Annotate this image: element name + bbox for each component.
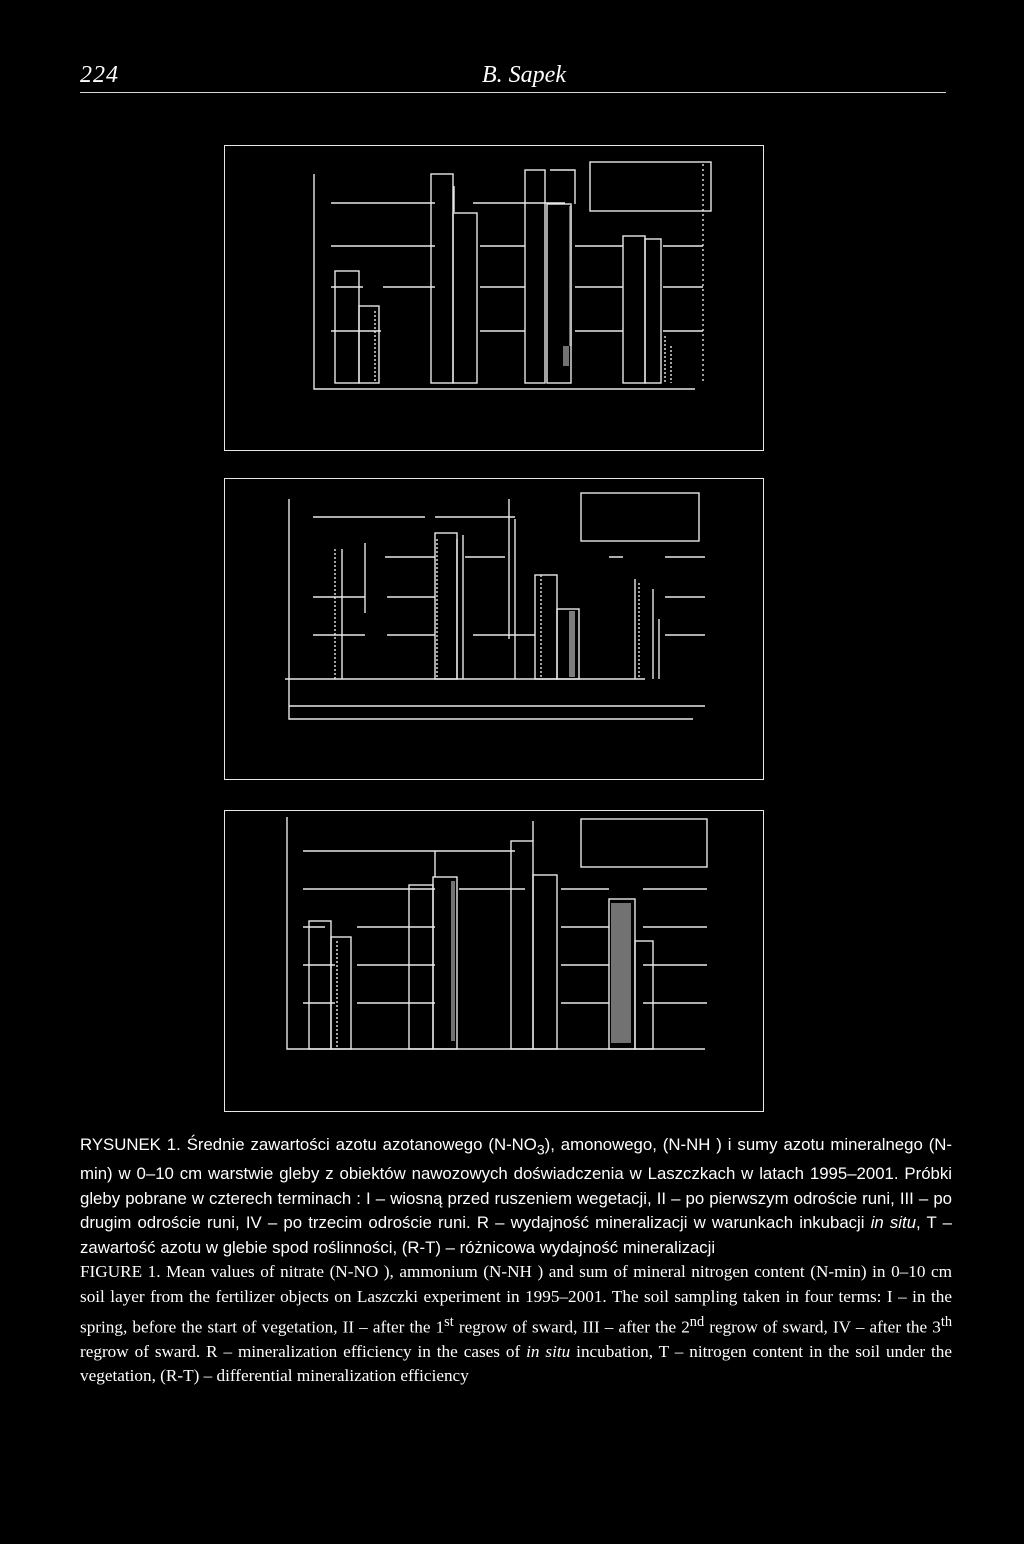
caption-en-text-2: regrow of sward, III – after the 2 (453, 1317, 690, 1337)
page-number: 224 (80, 62, 119, 88)
caption-pl-text-3: , T – zawartość azotu w glebie spod roślinności, (R-T) – różnicowa wydajność mineralizacji (80, 1213, 952, 1257)
panel-3-graphic (225, 811, 765, 1113)
caption-en-label: FIGURE 1. (80, 1262, 161, 1282)
caption-english (80, 1260, 952, 1389)
caption-polish (80, 1133, 952, 1260)
caption-pl-text-1: Średnie zawartości azotu azotanowego (N-NO (186, 1135, 537, 1154)
caption-en-text-4: regrow of sward. R – mineralization efficiency in the cases of (80, 1341, 527, 1361)
caption-en-text-3: regrow of sward, IV – after the 3 (704, 1317, 941, 1337)
page-header (80, 58, 946, 93)
caption-pl-text-2: ), amonowego, (N-NH ) i sumy azotu mineralnego (N-min) w 0–10 cm warstwie gleby z obiektów nawozowych doświadczenia w Laszczkach w latach 1995–2001. Próbki gleby pobrane w czterech terminach : I – wiosną przed ruszeniem wegetacji, II – po pierwszym odroście runi, III – po drugim odroście runi, IV – po trzecim odroście runi. R – wydajność mineralizacji w warunkach inkubacji (80, 1135, 952, 1233)
panel-1-graphic (225, 146, 765, 452)
figure-panel-2 (224, 478, 764, 780)
caption-pl-label: RYSUNEK 1. (80, 1135, 181, 1154)
caption-en-text-1: Mean values of nitrate (N-NO ), ammonium (N-NH ) and sum of mineral nitrogen content (N-min) in 0–10 cm soil layer from the fertilizer objects on Laszczki experiment in 1995–2001. The soil sampling taken in four terms: I – in the spring, before the start of vegetation, II – after the 1 (80, 1262, 953, 1337)
figure-panel-3 (224, 810, 764, 1112)
caption-en-insitu: in situ (526, 1341, 571, 1361)
figure-panel-1 (224, 145, 764, 451)
caption-en-sup-2: nd (689, 1313, 705, 1330)
panel-2-graphic (225, 479, 765, 781)
caption-en-sup-1: st (444, 1313, 454, 1330)
caption-pl-insitu: in situ (870, 1213, 917, 1233)
caption-en-text-5: incubation, T – nitrogen content in the soil under the vegetation, (R-T) – differential mineralization efficiency (80, 1341, 952, 1386)
caption-pl-subscript: 3 (536, 1141, 545, 1158)
figure-caption (80, 1133, 952, 1389)
caption-en-sup-3: th (940, 1313, 952, 1330)
running-author: B. Sapek (482, 62, 566, 88)
